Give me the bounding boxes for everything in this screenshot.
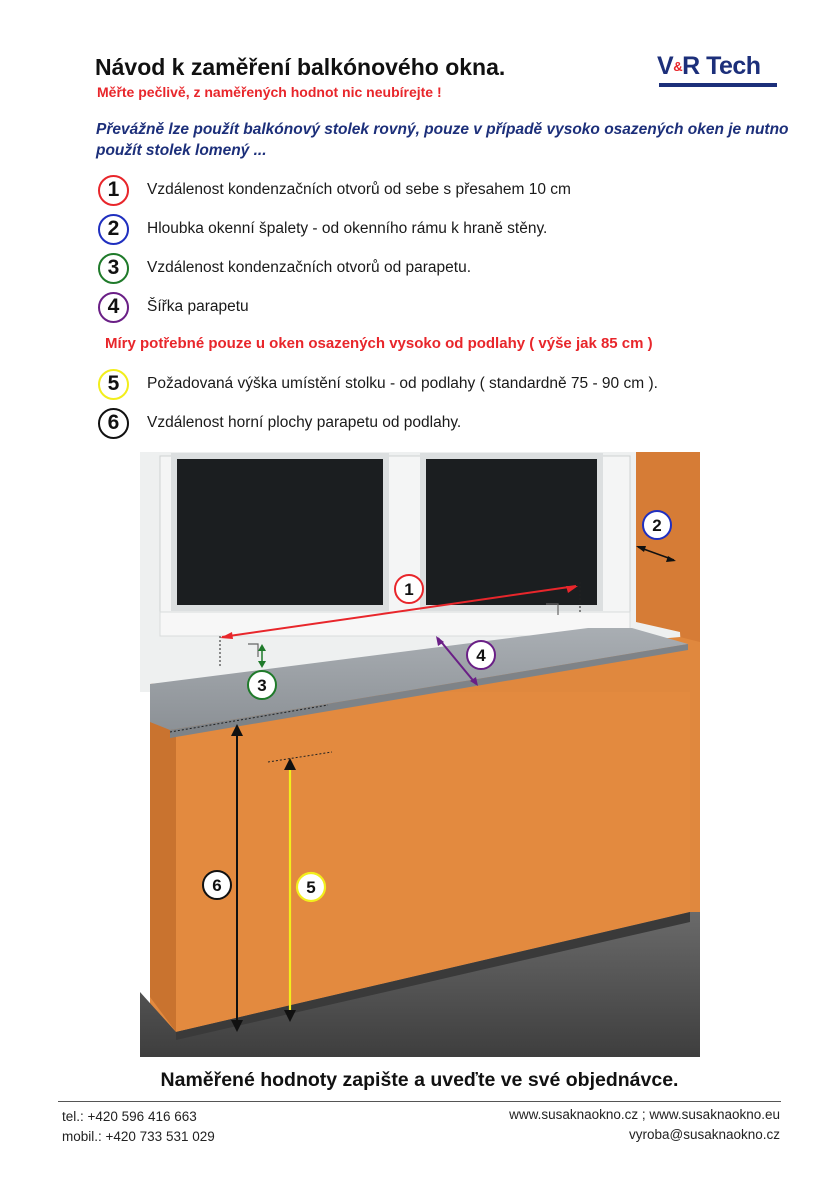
measure-item-text: Hloubka okenní špalety - od okenního rámu k hraně stěny. [147, 220, 548, 237]
illus-label-4 [467, 641, 495, 669]
illus-label-1 [395, 575, 423, 603]
measure-item-3 [98, 251, 471, 285]
number-badge-6: 6 [98, 408, 129, 439]
illus-label-3 [248, 671, 276, 699]
page-title: Návod k zaměření balkónového okna. [95, 54, 506, 80]
footer-phone: tel.: +420 596 416 663 [62, 1109, 197, 1124]
warning-text: Měřte pečlivě, z naměřených hodnot nic neubírejte ! [97, 84, 442, 100]
number-badge-1: 1 [98, 175, 129, 206]
measure-item-text: Vzdálenost kondenzačních otvorů od sebe s přesahem 10 cm [147, 181, 571, 198]
logo-text [657, 52, 761, 81]
number-badge-2: 2 [98, 214, 129, 245]
measure-item-text: Vzdálenost kondenzačních otvorů od parapetu. [147, 259, 472, 276]
number-badge-3: 3 [98, 253, 129, 284]
measure-item-4 [98, 290, 249, 324]
footer-websites[interactable]: www.susaknaokno.cz ; www.susaknaokno.eu [509, 1107, 780, 1122]
illus-label-2 [643, 511, 671, 539]
measure-item-2 [98, 212, 547, 246]
number-badge-5: 5 [98, 369, 129, 400]
illus-label-5 [297, 873, 325, 901]
logo-underline [659, 83, 777, 87]
logo-letters-rest: R Tech [682, 52, 761, 80]
svg-text:6: 6 [212, 876, 222, 895]
footer-email[interactable]: vyroba@susaknaokno.cz [628, 1127, 780, 1142]
svg-text:3: 3 [257, 676, 267, 695]
company-logo [657, 52, 779, 92]
footer-mobile: mobil.: +420 733 531 029 [62, 1129, 215, 1144]
measure-item-text: Šířka parapetu [147, 298, 249, 315]
svg-text:1: 1 [404, 580, 414, 599]
svg-text:5: 5 [306, 878, 316, 897]
wall-side [150, 692, 176, 1032]
window-glass-left [174, 456, 386, 608]
high-window-note: Míry potřebné pouze u oken osazených vysoko od podlahy ( výše jak 85 cm ) [105, 335, 653, 352]
window-measurement-illustration [140, 452, 700, 1057]
illus-label-6 [203, 871, 231, 899]
logo-ampersand: & [673, 59, 683, 74]
footer-divider [58, 1101, 781, 1102]
logo-letter-v: V [657, 52, 674, 80]
number-badge-4: 4 [98, 292, 129, 323]
measure-item-1 [98, 173, 571, 207]
window-glass-right [423, 456, 600, 608]
final-instruction: Naměřené hodnoty zapište a uveďte ve své objednávce. [160, 1069, 679, 1091]
intro-text: Převážně lze použít balkónový stolek rovný, pouze v případě vysoko osazených oken je nutno použít stolek lomený ... [96, 121, 789, 159]
svg-text:2: 2 [652, 516, 662, 535]
measure-item-text: Požadovaná výška umístění stolku - od podlahy ( standardně 75 - 90 cm ). [147, 375, 658, 392]
measure-item-5 [98, 367, 658, 401]
svg-text:4: 4 [476, 646, 486, 665]
measure-item-6 [98, 406, 461, 440]
measure-item-text: Vzdálenost horní plochy parapetu od podlahy. [147, 414, 462, 431]
